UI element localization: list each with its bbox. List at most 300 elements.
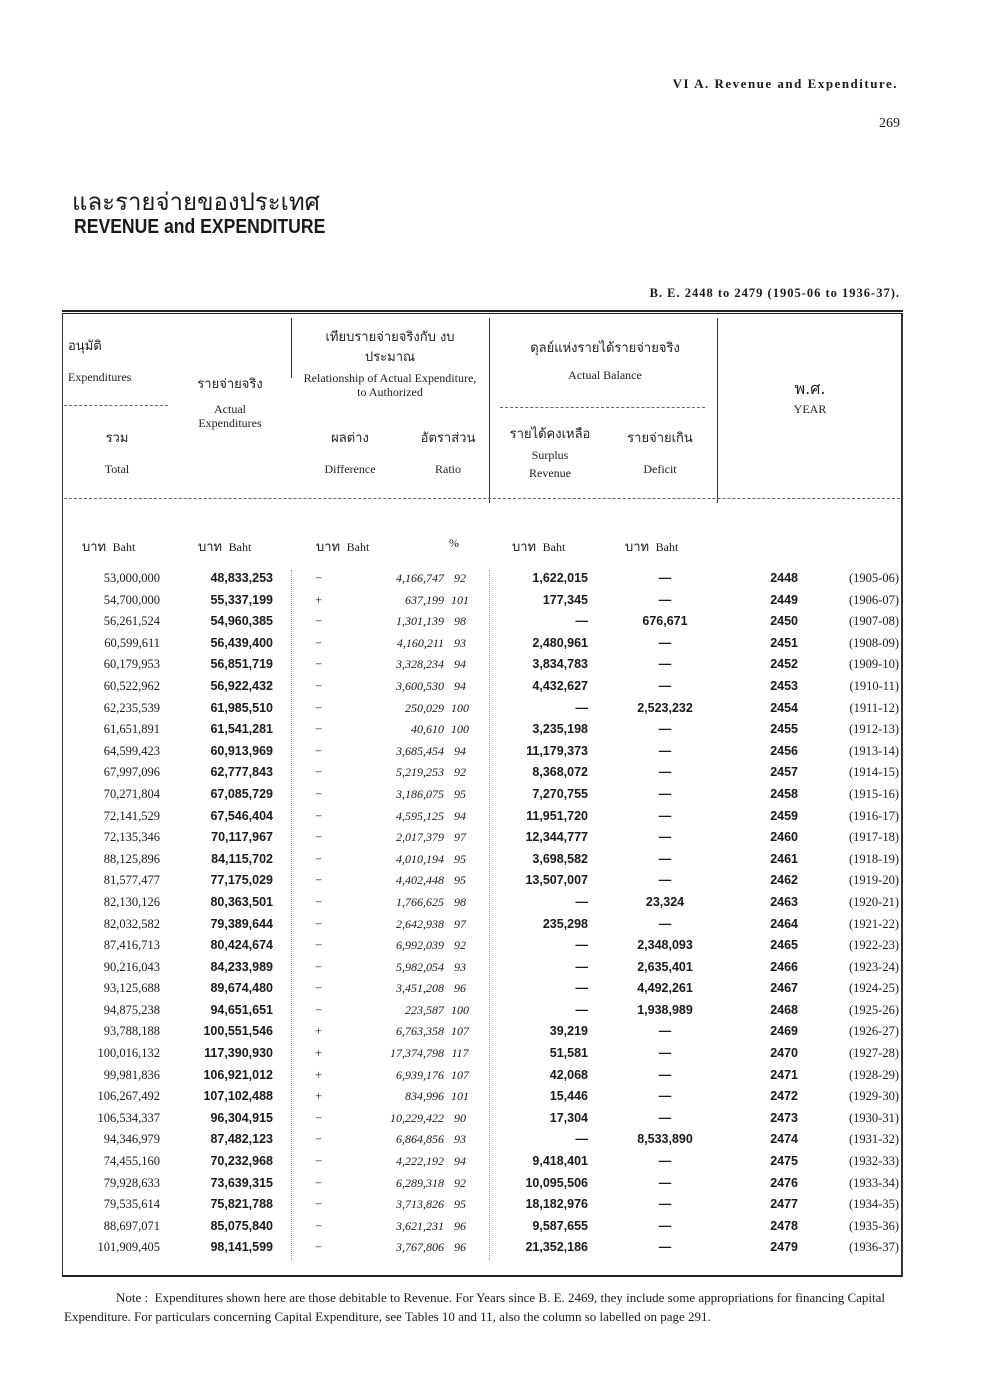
cell-actual: 56,439,400 bbox=[210, 635, 273, 650]
cell-total: 90,216,043 bbox=[103, 959, 160, 974]
cell-actual: 77,175,029 bbox=[210, 873, 273, 888]
divider-balance bbox=[489, 318, 490, 503]
cell-year-ce: (1910-11) bbox=[849, 678, 899, 693]
cell-year-ce: (1933-34) bbox=[849, 1175, 899, 1190]
cell-surplus: 8,368,072 bbox=[532, 765, 588, 780]
cell-sign: − bbox=[315, 959, 323, 974]
cell-year-be: 2467 bbox=[770, 981, 798, 996]
dash-authorized bbox=[64, 405, 168, 406]
cell-difference: 40,610 bbox=[411, 722, 444, 737]
cell-year-ce: (1917-18) bbox=[849, 830, 899, 845]
cell-surplus: — bbox=[575, 700, 588, 715]
cell-year-be: 2450 bbox=[770, 614, 798, 629]
table-row bbox=[62, 1151, 902, 1173]
header-surplus-en: Surplus Revenue bbox=[529, 448, 571, 480]
cell-sign: − bbox=[315, 873, 323, 888]
cell-ratio: 94 bbox=[454, 808, 466, 823]
cell-year-ce: (1928-29) bbox=[849, 1067, 899, 1082]
cell-deficit: — bbox=[658, 786, 672, 801]
cell-deficit: 1,938,989 bbox=[637, 1002, 693, 1017]
cell-total: 72,135,346 bbox=[103, 830, 160, 845]
footnote-text: Expenditures shown here are those debitable to Revenue. For Years since B. E. 2469, they include some appropriations for financing Capital Expenditure. For particulars concerning Capital Expenditure, see Tables 10 and 11, also the column so labelled on page 291. bbox=[64, 1290, 885, 1324]
cell-total: 62,235,539 bbox=[103, 700, 160, 715]
header-difference-en: Difference bbox=[324, 462, 376, 476]
cell-sign: − bbox=[315, 808, 323, 823]
cell-surplus: 42,068 bbox=[549, 1067, 588, 1082]
table-row bbox=[62, 892, 902, 914]
cell-surplus: 1,622,015 bbox=[532, 571, 588, 585]
cell-year-be: 2460 bbox=[770, 830, 798, 845]
cell-year-be: 2473 bbox=[770, 1110, 798, 1125]
table-row bbox=[62, 719, 902, 741]
cell-year-ce: (1932-33) bbox=[849, 1154, 899, 1169]
cell-actual: 100,551,546 bbox=[203, 1024, 273, 1039]
cell-deficit: 2,348,093 bbox=[637, 938, 693, 953]
cell-difference: 3,621,231 bbox=[396, 1218, 444, 1233]
cell-difference: 1,301,139 bbox=[396, 614, 444, 629]
cell-total: 60,522,962 bbox=[103, 678, 160, 693]
header-year-en: YEAR bbox=[793, 402, 827, 416]
cell-total: 99,981,836 bbox=[103, 1067, 160, 1082]
cell-sign: + bbox=[315, 592, 323, 607]
unit-thai: บาท bbox=[316, 540, 341, 555]
cell-ratio: 90 bbox=[454, 1110, 466, 1125]
cell-surplus: 4,432,627 bbox=[532, 678, 588, 693]
unit-en: Baht bbox=[228, 540, 252, 554]
cell-year-be: 2448 bbox=[770, 571, 798, 585]
cell-total: 64,599,423 bbox=[103, 743, 160, 758]
year-range: B. E. 2448 to 2479 (1905-06 to 1936-37). bbox=[649, 286, 900, 300]
cell-ratio: 98 bbox=[454, 614, 466, 629]
cell-surplus: — bbox=[575, 959, 588, 974]
cell-sign: + bbox=[315, 1046, 323, 1061]
cell-sign: + bbox=[315, 1024, 323, 1039]
cell-year-be: 2464 bbox=[770, 916, 798, 931]
unit-actual bbox=[198, 536, 251, 557]
cell-total: 93,125,688 bbox=[103, 981, 160, 996]
unit-thai: บาท bbox=[512, 540, 537, 555]
cell-year-be: 2452 bbox=[770, 657, 798, 672]
header-ratio-thai: อัตราส่วน bbox=[420, 431, 476, 446]
title-thai: และรายจ่ายของประเทศ bbox=[72, 188, 320, 216]
cell-total: 61,651,891 bbox=[103, 722, 160, 737]
cell-deficit: — bbox=[658, 1197, 672, 1212]
cell-surplus: 3,235,198 bbox=[532, 722, 588, 737]
cell-total: 79,535,614 bbox=[103, 1197, 160, 1212]
cell-ratio: 95 bbox=[454, 873, 466, 888]
cell-year-ce: (1906-07) bbox=[849, 592, 899, 607]
header-balance bbox=[495, 342, 715, 382]
cell-sign: − bbox=[315, 1110, 323, 1125]
cell-deficit: — bbox=[658, 1110, 672, 1125]
header-ratio bbox=[408, 432, 488, 476]
table-row bbox=[62, 1021, 902, 1043]
cell-sign: − bbox=[315, 657, 323, 672]
cell-sign: − bbox=[315, 1175, 323, 1190]
cell-sign: − bbox=[315, 722, 323, 737]
unit-thai: บาท bbox=[198, 540, 223, 555]
cell-surplus: 15,446 bbox=[549, 1089, 588, 1104]
cell-surplus: — bbox=[575, 614, 588, 629]
cell-year-be: 2453 bbox=[770, 678, 798, 693]
cell-difference: 17,374,798 bbox=[390, 1046, 444, 1061]
cell-actual: 107,102,488 bbox=[203, 1089, 273, 1104]
table-row bbox=[62, 1173, 902, 1195]
cell-year-be: 2474 bbox=[770, 1132, 798, 1147]
cell-actual: 75,821,788 bbox=[210, 1197, 273, 1212]
cell-deficit: 4,492,261 bbox=[637, 981, 693, 996]
cell-actual: 96,304,915 bbox=[210, 1110, 273, 1125]
cell-deficit: 676,671 bbox=[642, 614, 688, 629]
cell-ratio: 96 bbox=[454, 1240, 466, 1255]
cell-year-ce: (1931-32) bbox=[849, 1132, 899, 1147]
header-difference-thai: ผลต่าง bbox=[331, 431, 369, 446]
table-top-rule bbox=[62, 310, 903, 312]
cell-surplus: 2,480,961 bbox=[532, 635, 588, 650]
cell-difference: 834,996 bbox=[405, 1089, 444, 1104]
cell-deficit: — bbox=[658, 678, 672, 693]
cell-difference: 3,600,530 bbox=[396, 678, 444, 693]
cell-ratio: 96 bbox=[454, 1218, 466, 1233]
header-total-thai: รวม bbox=[105, 431, 129, 446]
unit-en: Baht bbox=[112, 540, 136, 554]
cell-year-ce: (1930-31) bbox=[849, 1110, 899, 1125]
cell-deficit: — bbox=[658, 1089, 672, 1104]
cell-sign: − bbox=[315, 830, 323, 845]
divider-relationship bbox=[291, 318, 292, 378]
cell-sign: − bbox=[315, 743, 323, 758]
cell-total: 81,577,477 bbox=[103, 873, 160, 888]
cell-surplus: 11,179,373 bbox=[526, 743, 588, 758]
cell-deficit: — bbox=[658, 1067, 672, 1082]
header-deficit-thai: รายจ่ายเกิน bbox=[627, 431, 693, 446]
cell-surplus: 3,834,783 bbox=[532, 657, 588, 672]
cell-difference: 6,992,039 bbox=[396, 938, 444, 953]
cell-sign: − bbox=[315, 1218, 323, 1233]
cell-year-be: 2463 bbox=[770, 894, 798, 909]
cell-deficit: — bbox=[658, 851, 672, 866]
cell-ratio: 100 bbox=[451, 700, 469, 715]
cell-total: 54,700,000 bbox=[103, 592, 160, 607]
cell-surplus: 18,182,976 bbox=[525, 1197, 588, 1212]
cell-total: 79,928,633 bbox=[103, 1175, 160, 1190]
cell-actual: 85,075,840 bbox=[210, 1218, 273, 1233]
cell-ratio: 93 bbox=[454, 1132, 466, 1147]
cell-actual: 54,960,385 bbox=[210, 614, 273, 629]
cell-actual: 89,674,480 bbox=[210, 981, 273, 996]
table-row bbox=[62, 762, 902, 784]
cell-difference: 6,763,358 bbox=[396, 1024, 444, 1039]
cell-difference: 4,595,125 bbox=[396, 808, 444, 823]
header-year-thai: พ.ศ. bbox=[794, 379, 826, 398]
cell-year-be: 2451 bbox=[770, 635, 798, 650]
cell-deficit: — bbox=[658, 657, 672, 672]
cell-year-be: 2459 bbox=[770, 808, 798, 823]
header-relationship-thai: เทียบรายจ่ายจริงกับ งบประมาณ bbox=[325, 330, 455, 365]
table-row bbox=[62, 784, 902, 806]
cell-deficit: 2,635,401 bbox=[637, 959, 693, 974]
cell-actual: 87,482,123 bbox=[210, 1132, 273, 1147]
cell-surplus: — bbox=[575, 1002, 588, 1017]
cell-total: 106,267,492 bbox=[97, 1089, 160, 1104]
cell-ratio: 96 bbox=[454, 981, 466, 996]
cell-surplus: 51,581 bbox=[549, 1046, 588, 1061]
cell-year-ce: (1911-12) bbox=[849, 700, 899, 715]
header-actual-thai: รายจ่ายจริง bbox=[197, 377, 263, 392]
cell-year-be: 2465 bbox=[770, 938, 798, 953]
cell-surplus: 11,951,720 bbox=[526, 808, 588, 823]
cell-deficit: — bbox=[658, 1154, 672, 1169]
cell-year-ce: (1916-17) bbox=[849, 808, 899, 823]
cell-year-ce: (1935-36) bbox=[849, 1218, 899, 1233]
cell-year-be: 2478 bbox=[770, 1218, 798, 1233]
cell-ratio: 97 bbox=[454, 916, 466, 931]
cell-difference: 4,010,194 bbox=[396, 851, 444, 866]
table-row bbox=[62, 978, 902, 1000]
table-top-rule-thin bbox=[62, 313, 903, 314]
table-row bbox=[62, 849, 902, 871]
cell-ratio: 92 bbox=[454, 571, 466, 585]
cell-sign: − bbox=[315, 894, 323, 909]
cell-surplus: 21,352,186 bbox=[525, 1240, 588, 1255]
cell-difference: 3,767,806 bbox=[396, 1240, 444, 1255]
cell-year-ce: (1936-37) bbox=[849, 1240, 899, 1255]
cell-actual: 79,389,644 bbox=[210, 916, 273, 931]
header-deficit-en: Deficit bbox=[643, 462, 677, 476]
cell-ratio: 94 bbox=[454, 657, 466, 672]
cell-sign: − bbox=[315, 678, 323, 693]
cell-total: 70,271,804 bbox=[103, 786, 160, 801]
cell-ratio: 95 bbox=[454, 851, 466, 866]
cell-total: 88,125,896 bbox=[103, 851, 160, 866]
cell-ratio: 101 bbox=[451, 592, 469, 607]
cell-deficit: — bbox=[658, 571, 672, 585]
cell-ratio: 107 bbox=[451, 1024, 469, 1039]
cell-surplus: 13,507,007 bbox=[525, 873, 588, 888]
footnote bbox=[64, 1288, 904, 1326]
cell-year-ce: (1909-10) bbox=[849, 657, 899, 672]
cell-ratio: 94 bbox=[454, 678, 466, 693]
cell-year-ce: (1924-25) bbox=[849, 981, 899, 996]
cell-difference: 4,222,192 bbox=[396, 1154, 444, 1169]
cell-year-be: 2454 bbox=[770, 700, 798, 715]
cell-year-ce: (1929-30) bbox=[849, 1089, 899, 1104]
cell-actual: 80,363,501 bbox=[210, 894, 273, 909]
cell-sign: − bbox=[315, 786, 323, 801]
header-relationship-en: Relationship of Actual Expenditure, to Authorized bbox=[303, 371, 477, 399]
cell-difference: 6,289,318 bbox=[396, 1175, 444, 1190]
cell-year-be: 2469 bbox=[770, 1024, 798, 1039]
cell-year-be: 2470 bbox=[770, 1046, 798, 1061]
unit-thai: บาท bbox=[82, 540, 107, 555]
header-ratio-en: Ratio bbox=[435, 462, 461, 476]
cell-year-be: 2461 bbox=[770, 851, 798, 866]
cell-actual: 56,851,719 bbox=[210, 657, 273, 672]
cell-difference: 6,939,176 bbox=[396, 1067, 444, 1082]
cell-surplus: 235,298 bbox=[542, 916, 588, 931]
cell-year-be: 2457 bbox=[770, 765, 798, 780]
header-surplus bbox=[494, 428, 606, 482]
unit-en: Baht bbox=[655, 540, 679, 554]
cell-ratio: 97 bbox=[454, 830, 466, 845]
cell-surplus: — bbox=[575, 981, 588, 996]
cell-year-ce: (1905-06) bbox=[849, 571, 899, 585]
unit-total bbox=[82, 536, 135, 557]
header-year bbox=[760, 379, 860, 416]
cell-year-ce: (1907-08) bbox=[849, 614, 899, 629]
cell-year-ce: (1918-19) bbox=[849, 851, 899, 866]
cell-total: 72,141,529 bbox=[103, 808, 160, 823]
page-number: 269 bbox=[879, 116, 900, 131]
divider-year bbox=[717, 318, 718, 503]
table-bottom-rule bbox=[62, 1275, 903, 1277]
cell-deficit: 8,533,890 bbox=[637, 1132, 693, 1147]
table-row bbox=[62, 957, 902, 979]
cell-sign: − bbox=[315, 916, 323, 931]
cell-sign: − bbox=[315, 765, 323, 780]
header-difference bbox=[300, 432, 400, 476]
cell-deficit: — bbox=[658, 765, 672, 780]
table-row bbox=[62, 676, 902, 698]
cell-surplus: — bbox=[575, 1132, 588, 1147]
unit-thai: บาท bbox=[625, 540, 650, 555]
cell-actual: 84,233,989 bbox=[210, 959, 273, 974]
cell-difference: 4,402,448 bbox=[396, 873, 444, 888]
footnote-label: Note : bbox=[116, 1290, 149, 1305]
cell-surplus: — bbox=[575, 894, 588, 909]
cell-ratio: 94 bbox=[454, 743, 466, 758]
cell-surplus: 3,698,582 bbox=[532, 851, 588, 866]
cell-total: 88,697,071 bbox=[103, 1218, 160, 1233]
cell-surplus: 10,095,506 bbox=[525, 1175, 588, 1190]
header-balance-en: Actual Balance bbox=[568, 368, 642, 382]
cell-deficit: — bbox=[658, 1024, 672, 1039]
cell-deficit: — bbox=[658, 592, 672, 607]
header-relationship bbox=[300, 328, 480, 399]
table-row bbox=[62, 633, 902, 655]
cell-ratio: 93 bbox=[454, 959, 466, 974]
cell-sign: + bbox=[315, 1089, 323, 1104]
cell-difference: 5,982,054 bbox=[396, 959, 444, 974]
cell-year-be: 2455 bbox=[770, 722, 798, 737]
cell-actual: 61,985,510 bbox=[210, 700, 273, 715]
cell-year-ce: (1915-16) bbox=[849, 786, 899, 801]
cell-deficit: — bbox=[658, 1240, 672, 1255]
cell-total: 94,875,238 bbox=[103, 1002, 160, 1017]
cell-deficit: — bbox=[658, 808, 672, 823]
cell-total: 60,179,953 bbox=[103, 657, 160, 672]
cell-actual: 94,651,651 bbox=[210, 1002, 273, 1017]
cell-total: 56,261,524 bbox=[103, 614, 160, 629]
cell-ratio: 107 bbox=[451, 1067, 469, 1082]
cell-surplus: 39,219 bbox=[549, 1024, 588, 1039]
cell-difference: 6,864,856 bbox=[396, 1132, 444, 1147]
header-balance-thai: ดุลย์แห่งรายได้รายจ่ายจริง bbox=[530, 341, 680, 356]
cell-surplus: 9,587,655 bbox=[532, 1218, 588, 1233]
cell-year-be: 2476 bbox=[770, 1175, 798, 1190]
cell-surplus: 12,344,777 bbox=[525, 830, 588, 845]
cell-surplus: 17,304 bbox=[549, 1110, 588, 1125]
cell-difference: 223,587 bbox=[405, 1002, 444, 1017]
cell-actual: 106,921,012 bbox=[203, 1067, 273, 1082]
cell-actual: 67,085,729 bbox=[210, 786, 273, 801]
cell-difference: 5,219,253 bbox=[396, 765, 444, 780]
cell-deficit: — bbox=[658, 1046, 672, 1061]
cell-sign: − bbox=[315, 1240, 323, 1255]
cell-total: 74,455,160 bbox=[103, 1154, 160, 1169]
cell-deficit: — bbox=[658, 916, 672, 931]
cell-difference: 1,766,625 bbox=[396, 894, 444, 909]
cell-difference: 10,229,422 bbox=[390, 1110, 444, 1125]
cell-actual: 80,424,674 bbox=[210, 938, 273, 953]
cell-difference: 4,166,747 bbox=[396, 571, 444, 585]
header-deficit bbox=[608, 432, 712, 476]
cell-actual: 84,115,702 bbox=[211, 851, 273, 866]
table-row bbox=[62, 806, 902, 828]
cell-total: 67,997,096 bbox=[103, 765, 160, 780]
cell-surplus: 9,418,401 bbox=[532, 1154, 588, 1169]
cell-year-be: 2468 bbox=[770, 1002, 798, 1017]
table-row bbox=[62, 870, 902, 892]
cell-difference: 250,029 bbox=[405, 700, 444, 715]
cell-actual: 48,833,253 bbox=[210, 571, 273, 585]
header-authorized-thai: อนุมัติ bbox=[68, 339, 102, 354]
header-authorized-en: Expenditures bbox=[68, 370, 132, 384]
table-row bbox=[62, 935, 902, 957]
cell-difference: 637,199 bbox=[405, 592, 444, 607]
table-row bbox=[62, 741, 902, 763]
table-row bbox=[62, 1216, 902, 1238]
cell-actual: 70,117,967 bbox=[211, 830, 273, 845]
cell-sign: − bbox=[315, 614, 323, 629]
table-row bbox=[62, 914, 902, 936]
cell-ratio: 94 bbox=[454, 1154, 466, 1169]
table-row bbox=[62, 698, 902, 720]
cell-total: 87,416,713 bbox=[103, 938, 160, 953]
table-row bbox=[62, 827, 902, 849]
table-row bbox=[62, 1065, 902, 1087]
table-row bbox=[62, 1237, 902, 1259]
cell-deficit: 23,324 bbox=[645, 894, 685, 909]
cell-ratio: 92 bbox=[454, 938, 466, 953]
cell-sign: + bbox=[315, 1067, 323, 1082]
cell-ratio: 101 bbox=[451, 1089, 469, 1104]
unit-surplus bbox=[512, 536, 565, 557]
cell-sign: − bbox=[315, 1132, 323, 1147]
cell-year-ce: (1914-15) bbox=[849, 765, 899, 780]
table-row bbox=[62, 1108, 902, 1130]
cell-total: 53,000,000 bbox=[103, 571, 160, 585]
table-row bbox=[62, 654, 902, 676]
cell-ratio: 92 bbox=[454, 765, 466, 780]
table-row bbox=[62, 1194, 902, 1216]
cell-sign: − bbox=[315, 1002, 323, 1017]
cell-actual: 67,546,404 bbox=[210, 808, 273, 823]
cell-surplus: 177,345 bbox=[542, 592, 588, 607]
header-actual bbox=[180, 378, 280, 430]
cell-sign: − bbox=[315, 571, 323, 585]
cell-year-be: 2456 bbox=[770, 743, 798, 758]
cell-difference: 4,160,211 bbox=[396, 635, 444, 650]
cell-year-be: 2449 bbox=[770, 592, 798, 607]
cell-actual: 70,232,968 bbox=[210, 1154, 273, 1169]
cell-deficit: — bbox=[658, 635, 672, 650]
cell-ratio: 95 bbox=[454, 1197, 466, 1212]
cell-total: 94,346,979 bbox=[103, 1132, 160, 1147]
header-surplus-thai: รายได้คงเหลือ bbox=[509, 427, 591, 442]
cell-sign: − bbox=[315, 1154, 323, 1169]
cell-sign: − bbox=[315, 635, 323, 650]
